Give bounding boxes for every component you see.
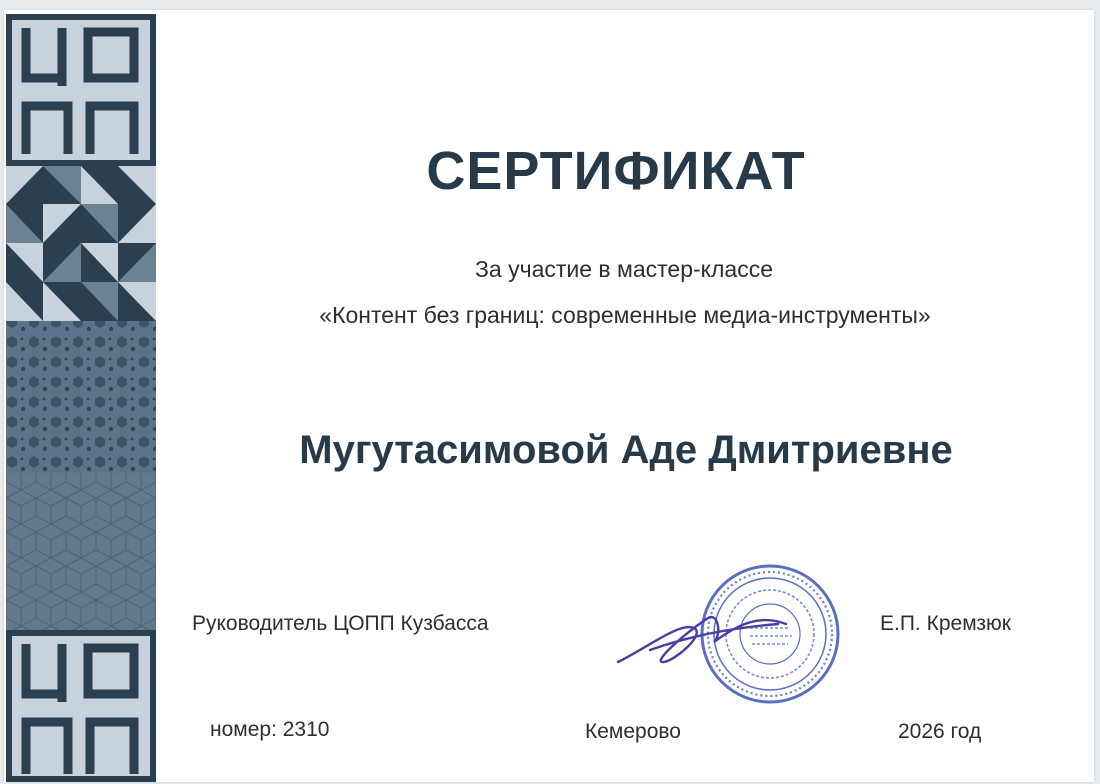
city: Кемерово <box>585 720 681 743</box>
recipient-name: Мугутасимовой Аде Дмитриевне <box>299 428 953 472</box>
signer-name: Е.П. Кремзюк <box>880 612 1011 635</box>
certificate-title: СЕРТИФИКАТ <box>426 141 806 201</box>
signer-role: Руководитель ЦОПП Кузбасса <box>192 612 489 635</box>
certificate-number: номер: 2310 <box>210 718 330 741</box>
event-name: «Контент без границ: современные медиа-инструменты» <box>319 302 931 328</box>
year: 2026 год <box>898 720 982 743</box>
decorative-side-stripe <box>6 14 156 782</box>
cube-pattern <box>6 473 156 630</box>
participation-line: За участие в мастер-классе <box>475 256 773 282</box>
copp-logo-bottom <box>6 630 156 782</box>
official-stamp-signature <box>610 562 850 712</box>
certificate-page <box>4 10 1094 782</box>
